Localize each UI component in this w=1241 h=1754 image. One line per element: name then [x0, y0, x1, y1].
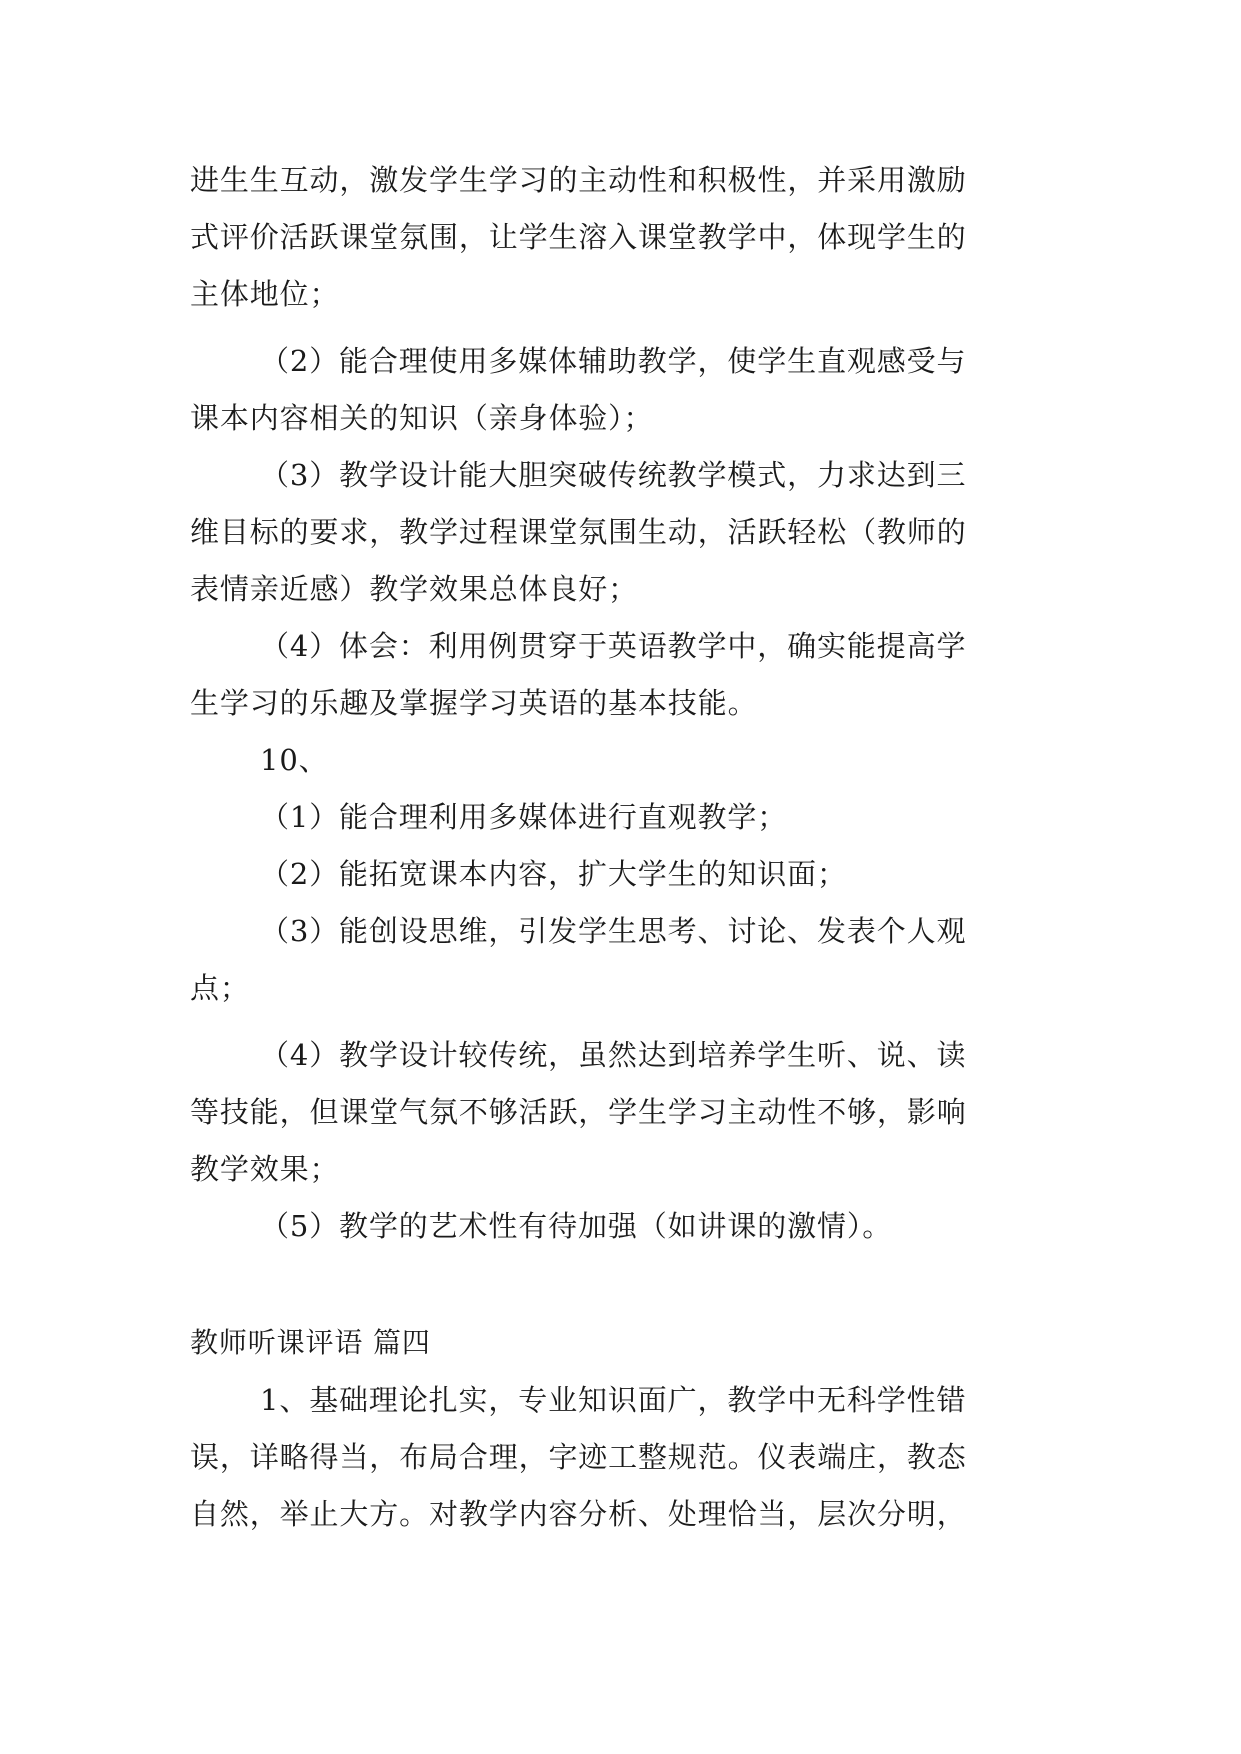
- paragraph-line: （4）体会：利用例贯穿于英语教学中，确实能提高学: [260, 629, 967, 663]
- paragraph-line: （5）教学的艺术性有待加强（如讲课的激情）。: [260, 1209, 893, 1243]
- paragraph-line: 自然，举止大方。对教学内容分析、处理恰当，层次分明，: [190, 1497, 967, 1531]
- paragraph-line: 课本内容相关的知识（亲身体验）；: [190, 401, 654, 435]
- paragraph-line: 等技能，但课堂气氛不够活跃，学生学习主动性不够，影响: [190, 1095, 967, 1129]
- paragraph-line: （4）教学设计较传统，虽然达到培养学生听、说、读: [260, 1038, 967, 1072]
- paragraph-line: 式评价活跃课堂氛围，让学生溶入课堂教学中，体现学生的: [190, 220, 967, 254]
- paragraph-line: （2）能合理使用多媒体辅助教学，使学生直观感受与: [260, 344, 967, 378]
- paragraph-line: 表情亲近感）教学效果总体良好；: [190, 572, 639, 606]
- paragraph-line: 维目标的要求，教学过程课堂氛围生动，活跃轻松（教师的: [190, 515, 967, 549]
- paragraph-line: 教学效果；: [190, 1152, 340, 1186]
- paragraph-line: （2）能拓宽课本内容，扩大学生的知识面；: [260, 857, 847, 891]
- paragraph-line: 主体地位；: [190, 277, 340, 311]
- paragraph-line: 1、基础理论扎实，专业知识面广，教学中无科学性错: [260, 1383, 967, 1417]
- paragraph-line: 生学习的乐趣及掌握学习英语的基本技能。: [190, 686, 758, 720]
- section-number: 10、: [260, 743, 329, 777]
- paragraph-line: 点；: [190, 971, 250, 1005]
- section-heading: 教师听课评语 篇四: [190, 1326, 431, 1359]
- paragraph-line: 误，详略得当，布局合理，字迹工整规范。仪表端庄，教态: [190, 1440, 967, 1474]
- paragraph-line: （3）能创设思维，引发学生思考、讨论、发表个人观: [260, 914, 967, 948]
- paragraph-line: 进生生互动，激发学生学习的主动性和积极性，并采用激励: [190, 163, 967, 197]
- paragraph-line: （1）能合理利用多媒体进行直观教学；: [260, 800, 788, 834]
- paragraph-line: （3）教学设计能大胆突破传统教学模式，力求达到三: [260, 458, 967, 492]
